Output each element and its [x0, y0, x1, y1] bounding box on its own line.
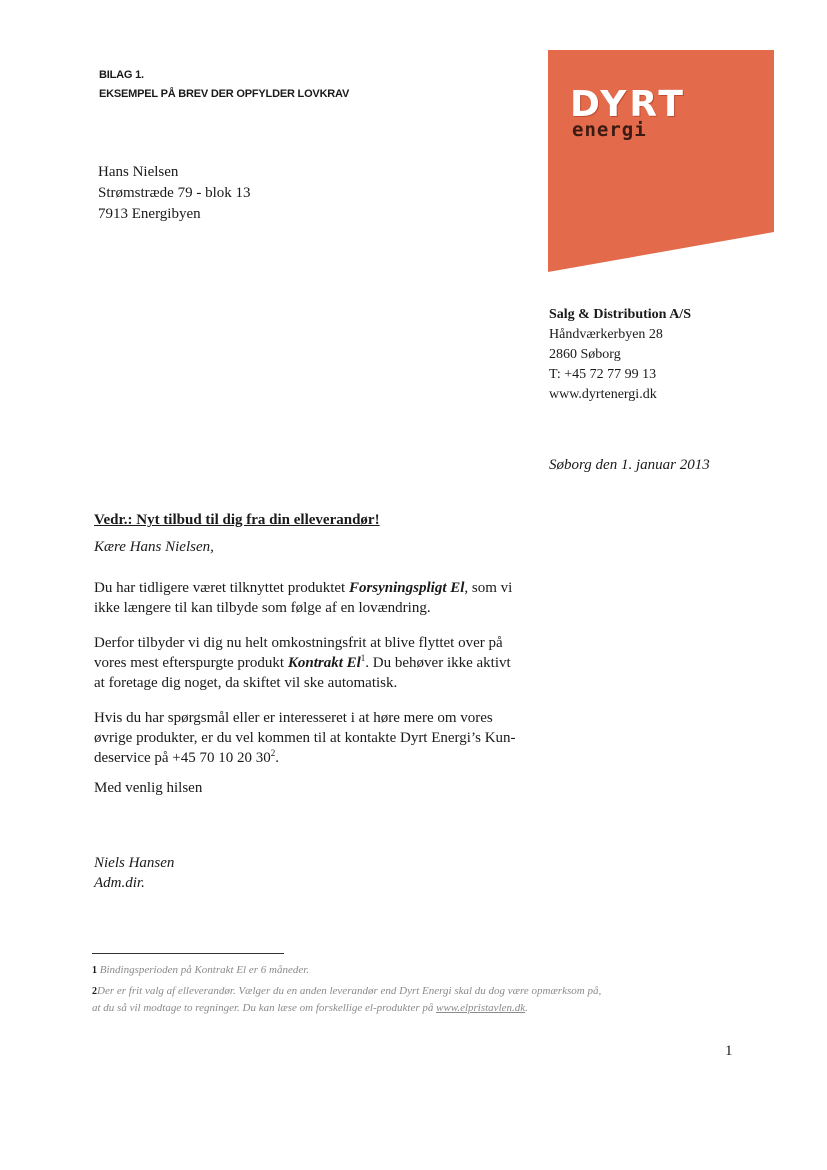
paragraph-1: Du har tidligere været tilknyttet produktet Forsyningspligt El, som vi ikke længere til kan tilbyde som følge af en lovændring. — [94, 580, 513, 616]
sender-company: Salg & Distribution A/S — [549, 307, 691, 322]
paragraph-3: Hvis du har spørgsmål eller er interesseret i at høre mere om vores øvrige produkter, er du vel kommen til at kontakte Dyrt Energi’s Kun- deservice på +45 70 10 20 $30^2$. — [94, 710, 516, 766]
product-name: Forsyningspligt El — [348, 580, 465, 596]
recipient-street: Strømstræde 79 - blok 13 — [98, 185, 251, 201]
paragraph-2: Derfor tilbyder vi dig nu helt omkostningsfrit at blive flyttet over på vores mest efterspurgte produkt Kontrakt El$^1$. Du behøver ikke aktivt at foretage dig noget, da skiftet vil ske automatisk. — [94, 635, 511, 691]
recipient-address — [98, 162, 251, 224]
elpristavlen-link[interactable]: www.elpristavlen.dk — [436, 1002, 526, 1014]
recipient-name: Hans Nielsen — [98, 164, 179, 180]
sender-city: 2860 Søborg — [549, 347, 621, 362]
sender-street: Håndværkerbyen 28 — [549, 327, 663, 342]
sender-phone: T: +45 72 77 99 13 — [549, 367, 657, 382]
letter-greeting: Kære Hans Nielsen, — [94, 539, 214, 555]
letter-closing: Med venlig hilsen — [94, 780, 203, 796]
footnote-ref: 1 — [360, 653, 366, 663]
footnote-1: 1 Bindingsperioden på Kontrakt El er 6 måneder. — [92, 964, 310, 976]
page-number: 1 — [725, 1043, 733, 1059]
signature-block — [94, 853, 174, 893]
footnote-2: 2Der er frit valg af elleverandør. Vælger du en anden leverandør end Dyrt Energi skal du dog være opmærksom på, at du så vil modtage to regninger. Du kan læse om forskellige el-produkter på www.elpristavlen.dk. — [92, 985, 602, 1014]
sender-address — [549, 305, 691, 405]
logo-subtext: energi — [572, 119, 647, 141]
letter-date: Søborg den 1. januar 2013 — [549, 457, 710, 473]
appendix-label: BILAG 1. — [99, 69, 144, 81]
recipient-city: 7913 Energibyen — [98, 206, 201, 222]
signatory-name: Niels Hansen — [94, 855, 175, 871]
signatory-title: Adm.dir. — [94, 875, 145, 891]
logo-text: DYRT — [570, 84, 686, 125]
document-subtitle: EKSEMPEL PÅ BREV DER OPFYLDER LOVKRAV — [99, 88, 350, 100]
footnote-ref: 2 — [270, 748, 276, 758]
sender-website: www.dyrtenergi.dk — [549, 387, 657, 402]
product-name: Kontrakt El — [287, 655, 361, 671]
letter-subject: Vedr.: Nyt tilbud til dig fra din elleverandør! — [94, 512, 380, 528]
footnote-divider — [92, 953, 284, 954]
